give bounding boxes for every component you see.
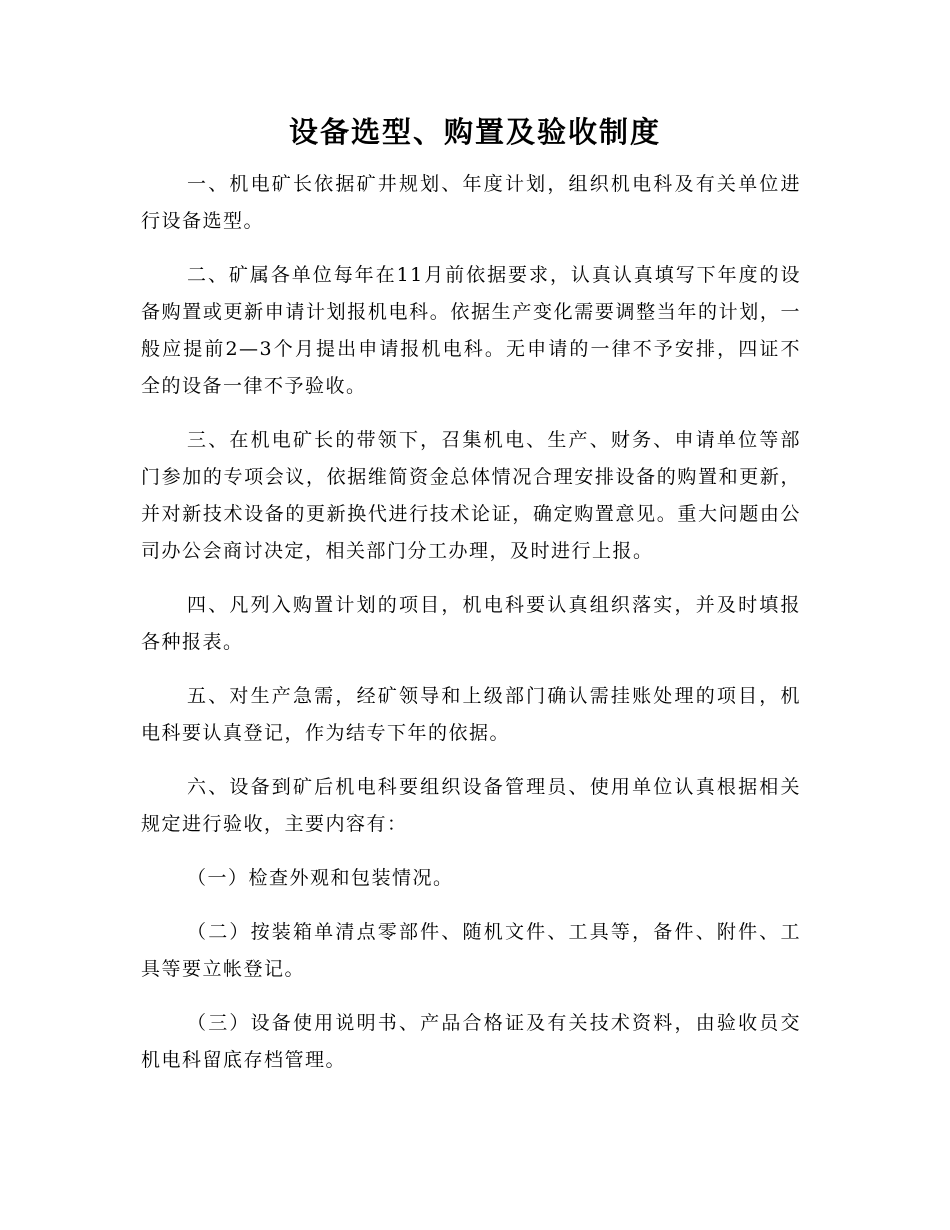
paragraph-6: 六、设备到矿后机电科要组织设备管理员、使用单位认真根据相关规定进行验收，主要内容有： [141,776,801,835]
paragraph-2: 二、矿属各单位每年在11月前依据要求，认真认真填写下年度的设备购置或更新申请计划报机电科。依据生产变化需要调整当年的计划，一般应提前2—3个月提出申请报机电科。无申请的一律不予安排，四证不全的设备一律不予验收。 [141,264,801,397]
document-title: 设备选型、购置及验收制度 [288,115,661,149]
paragraph-1: 一、机电矿长依据矿井规划、年度计划，组织机电科及有关单位进行设备选型。 [141,173,801,232]
document-body [141,166,801,1096]
sub-item-2: （二）按装箱单清点零部件、随机文件、工具等，备件、附件、工具等要立帐登记。 [141,921,801,980]
paragraph-4: 四、凡列入购置计划的项目，机电科要认真组织落实，并及时填报各种报表。 [141,594,801,653]
paragraph-5: 五、对生产急需，经矿领导和上级部门确认需挂账处理的项目，机电科要认真登记，作为结专下年的依据。 [141,685,801,744]
sub-item-1: （一）检查外观和包装情况。 [187,867,454,889]
paragraph-3: 三、在机电矿长的带领下，召集机电、生产、财务、申请单位等部门参加的专项会议，依据维简资金总体情况合理安排设备的购置和更新，并对新技术设备的更新换代进行技术论证，确定购置意见。重大问题由公司办公会商讨决定，相关部门分工办理，及时进行上报。 [141,429,801,562]
sub-item-3: （三）设备使用说明书、产品合格证及有关技术资料，由验收员交机电科留底存档管理。 [141,1012,801,1071]
